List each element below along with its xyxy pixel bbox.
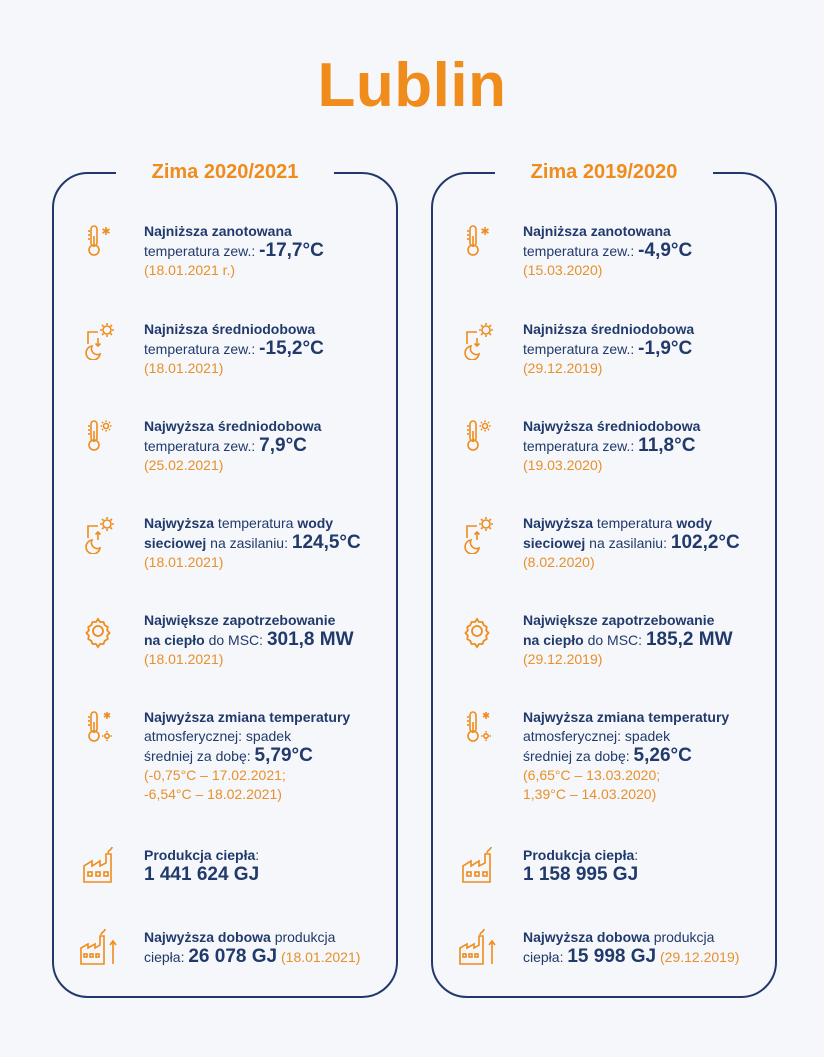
stat-label: Największe zapotrzebowanie xyxy=(523,612,715,628)
stat-text: temperatura zew.: xyxy=(523,438,639,454)
stat-text: średniej za dobę: xyxy=(144,748,255,764)
stat-date: (18.01.2021) xyxy=(277,949,361,965)
stat-text: : xyxy=(255,847,260,863)
stat-value: 26 078 GJ xyxy=(188,946,278,967)
stat-label: Najwyższa dobowa xyxy=(144,929,271,945)
stat-date: (8.02.2020) xyxy=(523,554,595,570)
stat-value: 301,8 MW xyxy=(266,629,354,650)
stat-label: Najwyższa średniodobowa xyxy=(144,418,322,434)
thermometer-snow-icon xyxy=(457,222,497,262)
stat-text: do MSC: xyxy=(204,632,267,648)
stat-label: Największe zapotrzebowanie xyxy=(144,612,336,628)
stat-label: na ciepło xyxy=(523,632,584,648)
stat-value: -1,9°C xyxy=(638,338,693,359)
stat-date: (6,65°C – 13.03.2020; xyxy=(523,767,661,783)
thermometer-sun-icon xyxy=(457,417,497,457)
stat-date: (25.02.2021) xyxy=(144,457,224,473)
factory-icon xyxy=(457,846,497,886)
stat-value: 185,2 MW xyxy=(645,629,733,650)
thermometer-sun-icon xyxy=(78,417,118,457)
moon-sun-arrow-up-icon xyxy=(457,514,497,554)
stat-value: -4,9°C xyxy=(638,240,693,261)
stat-label: Najniższa zanotowana xyxy=(144,223,292,239)
stat-date: (-0,75°C – 17.02.2021; xyxy=(144,767,286,783)
stat-text: do MSC: xyxy=(583,632,646,648)
stat-text: temperatura zew.: xyxy=(144,341,260,357)
stat-date: (18.01.2021) xyxy=(144,360,224,376)
stat-date: (29.12.2019) xyxy=(656,949,740,965)
gear-icon xyxy=(457,611,497,651)
stat-text: temperatura xyxy=(214,515,298,531)
stat-value: 102,2°C xyxy=(670,532,740,553)
stat-date: (18.01.2021) xyxy=(144,651,224,667)
gear-icon xyxy=(78,611,118,651)
stat-text: temperatura zew.: xyxy=(144,243,260,259)
stat-label: Produkcja ciepła xyxy=(144,847,256,863)
stat-date: (15.03.2020) xyxy=(523,262,603,278)
stat-date: (18.01.2021 r.) xyxy=(144,262,236,278)
stat-value: 5,26°C xyxy=(633,745,692,766)
stat-date: 1,39°C – 14.03.2020) xyxy=(523,786,657,802)
stat-value: 124,5°C xyxy=(291,532,361,553)
stat-value: 5,79°C xyxy=(254,745,313,766)
stat-text: produkcja xyxy=(649,929,715,945)
stat-label: Najwyższa xyxy=(144,515,215,531)
stat-label: Najniższa zanotowana xyxy=(523,223,671,239)
stat-date: (18.01.2021) xyxy=(144,554,224,570)
thermometer-snow-icon xyxy=(78,222,118,262)
moon-sun-arrows-icon xyxy=(78,320,118,360)
thermometer-snow-sun-icon xyxy=(78,708,118,748)
stat-text: średniej za dobę: xyxy=(523,748,634,764)
card-heading: Zima 2020/2021 xyxy=(116,158,334,186)
stat-value: -17,7°C xyxy=(259,240,324,261)
stat-text: na zasilaniu: xyxy=(206,535,292,551)
stat-text: atmosferycznej: spadek xyxy=(523,728,671,744)
factory-arrow-up-icon xyxy=(78,928,118,968)
stat-label: sieciowej xyxy=(523,535,586,551)
stat-label: Najniższa średniodobowa xyxy=(523,321,695,337)
stat-value: 1 158 995 GJ xyxy=(523,864,639,885)
stat-date: -6,54°C – 18.02.2021) xyxy=(144,786,282,802)
stat-text: : xyxy=(634,847,639,863)
factory-icon xyxy=(78,846,118,886)
stat-date: (19.03.2020) xyxy=(523,457,603,473)
stat-label: Najniższa średniodobowa xyxy=(144,321,316,337)
stat-text: temperatura xyxy=(593,515,677,531)
stat-value: 1 441 624 GJ xyxy=(144,864,260,885)
moon-sun-arrow-up-icon xyxy=(78,514,118,554)
stat-value: -15,2°C xyxy=(259,338,324,359)
stat-label: Najwyższa dobowa xyxy=(523,929,650,945)
stat-text: na zasilaniu: xyxy=(585,535,671,551)
card-winter-2020-2021 xyxy=(52,161,398,998)
stat-value: 11,8°C xyxy=(638,435,696,456)
stat-text: temperatura zew.: xyxy=(523,243,639,259)
stat-date: (29.12.2019) xyxy=(523,651,603,667)
stat-label: wody xyxy=(297,515,334,531)
stat-text: ciepła: xyxy=(144,949,189,965)
stat-label: na ciepło xyxy=(144,632,205,648)
stat-text: temperatura zew.: xyxy=(523,341,639,357)
moon-sun-arrows-icon xyxy=(457,320,497,360)
stat-text: ciepła: xyxy=(523,949,568,965)
stat-label: Produkcja ciepła xyxy=(523,847,635,863)
stat-label: Najwyższa zmiana temperatury xyxy=(144,709,351,725)
stat-label: Najwyższa zmiana temperatury xyxy=(523,709,730,725)
stat-date: (29.12.2019) xyxy=(523,360,603,376)
stat-text: produkcja xyxy=(270,929,336,945)
thermometer-snow-sun-icon xyxy=(457,708,497,748)
stat-label: Najwyższa xyxy=(523,515,594,531)
factory-arrow-up-icon xyxy=(457,928,497,968)
card-winter-2019-2020 xyxy=(431,161,777,998)
page-title: Lublin xyxy=(317,51,507,120)
stat-label: wody xyxy=(676,515,713,531)
stat-text: temperatura zew.: xyxy=(144,438,260,454)
stat-text: atmosferycznej: spadek xyxy=(144,728,292,744)
stat-value: 15 998 GJ xyxy=(567,946,657,967)
stat-label: Najwyższa średniodobowa xyxy=(523,418,701,434)
stat-label: sieciowej xyxy=(144,535,207,551)
stat-value: 7,9°C xyxy=(259,435,307,456)
card-heading: Zima 2019/2020 xyxy=(495,158,713,186)
